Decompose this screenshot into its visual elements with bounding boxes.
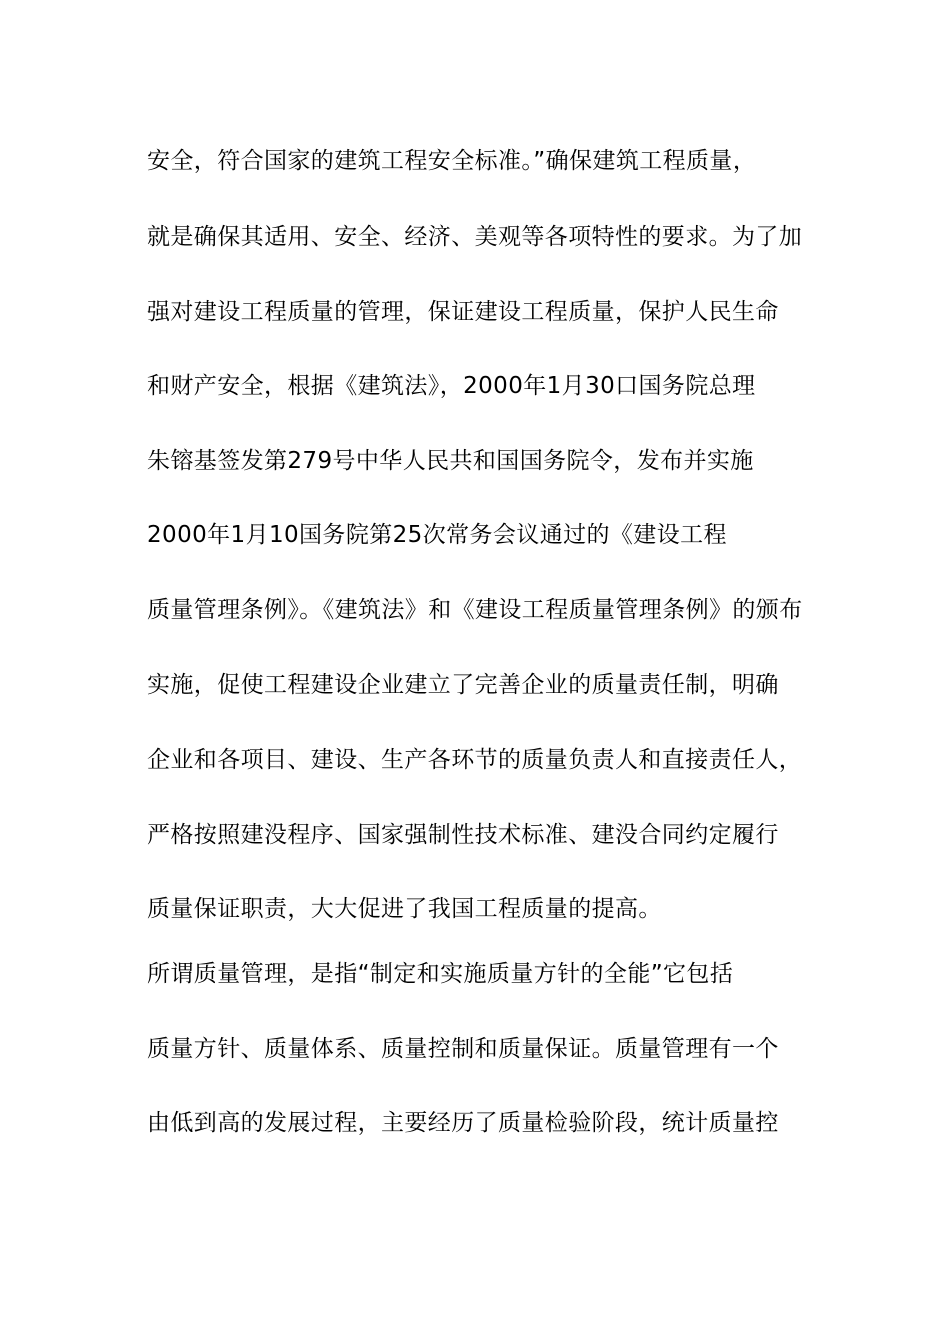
text-line: 质量方针、质量体系、质量控制和质量保证。质量管理有一个 <box>147 1036 779 1062</box>
text-line: 2000年1月10国务院第25次常务会议通过的《建设工程 <box>147 522 727 548</box>
text-line: 强对建设工程质量的管理，保证建设工程质量，保护人民生命 <box>147 299 779 325</box>
text-line: 和财产安全，根据《建筑法》，2000年1月30口国务院总理 <box>147 373 756 399</box>
text-line: 由低到高的发展过程，主要经历了质量检验阶段，统计质量控 <box>147 1110 779 1136</box>
text-line: 朱镕基签发第279号中华人民共和国国务院令，发布并实施 <box>147 448 754 474</box>
text-line: 质量保证职责，大大促进了我国工程质量的提高。 <box>147 896 662 922</box>
text-line: 所谓质量管理，是指“制定和实施质量方针的全能”它包括 <box>147 961 734 987</box>
text-line: 质量管理条例》。《建筑法》和《建设工程质量管理条例》的颁布 <box>147 597 803 623</box>
text-line: 企业和各项目、建设、生产各环节的质量负责人和直接责任人， <box>147 747 803 773</box>
text-line: 就是确保其适用、安全、经济、美观等各项特性的要求。为了加 <box>147 224 803 250</box>
text-line: 实施，促使工程建设企业建立了完善企业的质量责任制，明确 <box>147 672 779 698</box>
text-line: 安全，符合国家的建筑工程安全标准。”确保建筑工程质量， <box>147 148 757 174</box>
text-line: 严格按照建没程序、国家强制性技术标准、建没合同约定履行 <box>147 822 779 848</box>
